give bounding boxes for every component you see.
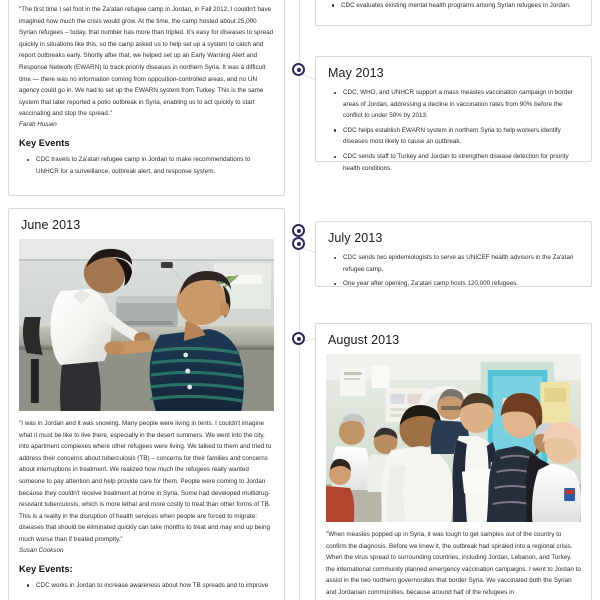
health-worker-examining-patient-arm-photo — [19, 239, 274, 411]
card-title-july-2013: July 2013 — [328, 231, 383, 245]
key-events-list — [326, 87, 581, 174]
key-events-heading: Key Events: — [19, 562, 73, 574]
marker-may-2013[interactable] — [292, 63, 305, 76]
card-may-2013 — [315, 56, 592, 172]
quote-text: "The first time I set foot in the Za'atari refugee camp in Jordan, in Fall 2012, I couldn't have imagined how much the crisis would grow. At the time, the camp hosted about 25,000 Syrian refugees – today, that number has more than tripled. It's easy for diseases to spread quickly in situations like this, so the camp asked us to help set up a system to catch and report outbreaks early. Shortly after that, we helped set up an Early Warning Alert and Response Network (EWARN) to track priority diseases in northern Syria. It was a difficult time — there was no information coming from opposition-controlled areas, and no UN agency could go in. We had to set up the EWARN system from Turkey. This is the same system that later reported a polio outbreak in Syria, enabling us to act quickly to start vaccinating and stop the spread." — [19, 6, 274, 118]
list-item: CDC, WHO, and UNHCR support a mass measles vaccination campaign in border areas of Jordan, addressing a decline in vaccination rates from 90% before the conflict to under 50% by 2013. — [342, 87, 581, 122]
list-item: CDC sends two epidemiologists to serve as UNICEF health advisors in the Za'atari refugee camp. — [342, 252, 581, 275]
list-item: One year after opening, Za'atari camp hosts 120,000 refugees. — [342, 278, 581, 290]
quote-attribution: Susan Cookson — [19, 546, 64, 554]
health-workers-clinic-group-photo — [326, 354, 581, 522]
list-item: CDC evaluates existing mental health programs among Syrian refugees in Jordan. — [340, 0, 581, 11]
card-title-august-2013: August 2013 — [328, 333, 400, 347]
key-events-heading: Key Events — [19, 136, 70, 148]
card-title-june-2013: June 2013 — [21, 218, 81, 232]
key-events-list — [326, 252, 581, 290]
key-events-list — [19, 580, 274, 592]
marker-july-2013[interactable] — [292, 237, 305, 250]
list-item: CDC travels to Za'atari refugee camp in Jordan to make recommendations to UNHCR for a surveillance, outbreak alert, and response system. — [35, 154, 274, 177]
key-events-list — [19, 154, 274, 177]
card-partial-top-left — [8, 0, 285, 196]
card-august-2013 — [315, 323, 592, 600]
list-item: CDC works in Jordan to increase awareness about how TB spreads and to improve — [35, 580, 274, 592]
marker-august-2013[interactable] — [292, 332, 305, 345]
quote-text: "When measles popped up in Syria, it was tough to get samples out of the country to confirm the diagnosis. Before we knew it, the outbreak had spiraled into a regional crisis. When the virus spread to surrounding countries, including Jordan, Lebanon, and Turkey, the international community planned emergency vaccination campaigns. I went to Jordan to assist in the two northern governorates that border Syria. We vaccinated both the Syrian and Jordanian communities, because around half of the refugees in — [326, 531, 581, 596]
card-title-may-2013: May 2013 — [328, 66, 384, 80]
card-june-2013 — [8, 208, 285, 600]
card-july-2013 — [315, 221, 592, 287]
list-item: CDC helps establish EWARN system in northern Syria to help workers identify diseases most likely to cause an outbreak. — [342, 125, 581, 148]
quote-attribution: Farah Husain — [19, 120, 57, 128]
partial-bullet-list — [326, 0, 581, 11]
list-item: CDC sends staff to Turkey and Jordan to strengthen disease detection for priority health conditions. — [342, 151, 581, 174]
card-partial-top-right — [315, 0, 592, 26]
quote-text: "I was in Jordan and it was snowing. Many people were living in tents. I couldn't imagine what it must be like to live there, especially in the desert summers. We went into the city, into apartment complexes where other refugees were living. We talked to them and tried to address their concerns about tuberculosis (TB) – concerns for their families and concerns about interruptions in treatment. We realized how much the refugees really wanted someone to pay attention and help provide care for them. People were coming to Jordan because they couldn't receive treatment at home in Syria. Some had developed multidrug-resistant tuberculosis, which is more lethal and more costly to treat than other forms of TB. This is a reality in the disruption of health services when people are forced to migrate: diseases that should be eliminated quickly can take months to treat and may end up being much worse than if treated promptly." — [19, 420, 272, 543]
marker-june-2013[interactable] — [292, 224, 305, 237]
timeline-spine — [299, 0, 300, 600]
